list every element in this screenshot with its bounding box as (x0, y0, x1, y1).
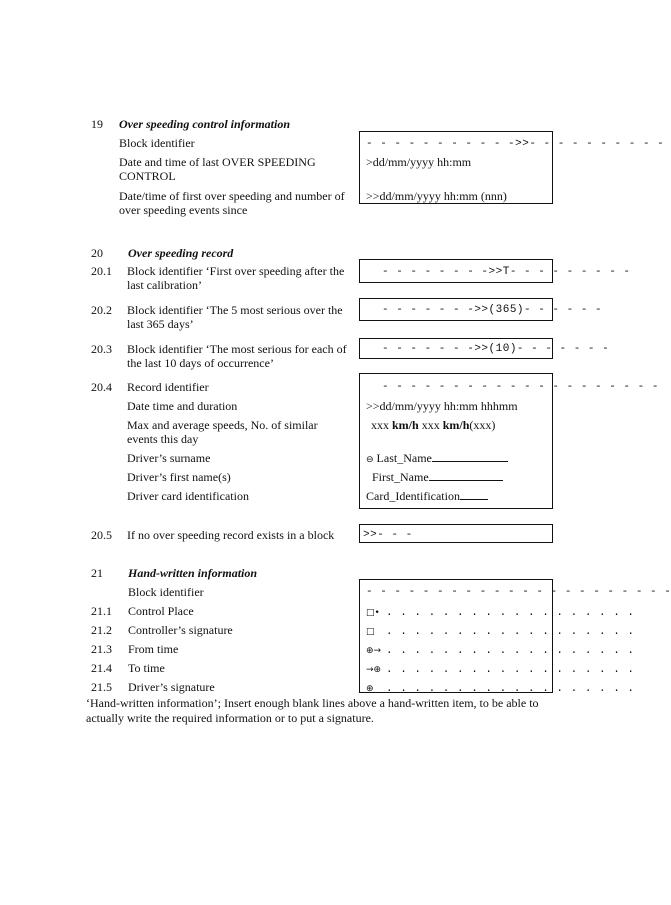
row-21-1-number: 21.1 (91, 604, 112, 618)
row-20-3-label: Block identifier ‘The most serious for each of (127, 342, 347, 356)
s21-block-identifier-value: - - - - - - - - - - - - - - - - - - - - - - (366, 586, 671, 598)
controller-signature-dots: . . . . . . . . . . . . . . . . . . (386, 626, 635, 638)
s19-last-control-label: Date and time of last OVER SPEEDING (119, 155, 316, 169)
s19-last-control-label-2: CONTROL (119, 169, 176, 183)
to-time-label: To time (128, 661, 165, 675)
from-time-dots: . . . . . . . . . . . . . . . . . . (386, 645, 635, 657)
s19-block-identifier-value: - - - - - - - - - - ->>- - - - - - - - - - (366, 138, 665, 150)
controller-signature-icon: □ (366, 627, 375, 637)
s21-block-identifier-label: Block identifier (128, 585, 204, 599)
row-20-5-label: If no over speeding record exists in a block (127, 528, 335, 542)
note-line-1: ‘Hand-written information’; Insert enough blank lines above a hand-written item, to be able to (86, 696, 539, 710)
person-icon: ⊖ (366, 455, 374, 465)
date-time-duration-value: >>dd/mm/yyyy hh:mm hhhmm (366, 399, 518, 413)
row-21-5-number: 21.5 (91, 680, 112, 694)
s19-first-overspeed-value: >>dd/mm/yyyy hh:mm (nnn) (366, 189, 507, 203)
row-20-1-value: - - - - - - - ->>T- - - - - - - - - (382, 266, 631, 278)
record-identifier-value: - - - - - - - - - - - - - - - - - - - - (382, 381, 659, 393)
controller-signature-value (366, 623, 635, 639)
row-20-3-label-2: the last 10 days of occurrence’ (127, 356, 274, 370)
s19-last-control-value: >dd/mm/yyyy hh:mm (366, 155, 472, 169)
to-time-dots: . . . . . . . . . . . . . . . . . . (386, 664, 635, 676)
row-21-2-number: 21.2 (91, 623, 112, 637)
row-20-1-label: Block identifier ‘First over speeding after the (127, 264, 345, 278)
from-time-value (366, 642, 635, 658)
to-time-icon: →⊕ (366, 665, 382, 675)
last-name-placeholder: Last_Name (376, 451, 432, 465)
row-20-2-number: 20.2 (91, 303, 112, 317)
s19-first-overspeed-label-2: over speeding events since (119, 203, 248, 217)
s19-block-identifier-label: Block identifier (119, 136, 195, 150)
max-speed-unit: km/h (392, 418, 419, 432)
first-name-fill-line (429, 470, 503, 481)
card-identification-placeholder: Card_Identification (366, 489, 460, 503)
driver-card-value (366, 489, 488, 503)
record-identifier-label: Record identifier (127, 380, 209, 394)
s19-first-overspeed-label: Date/time of first over speeding and number of (119, 189, 345, 203)
from-time-label: From time (128, 642, 179, 656)
speeds-value (371, 418, 495, 432)
row-20-4-number: 20.4 (91, 380, 112, 394)
to-time-value (366, 661, 635, 677)
note-line-2: actually write the required information or to put a signature. (86, 711, 374, 725)
driver-first-name-value (372, 470, 503, 484)
section-20-title: Over speeding record (128, 246, 234, 260)
row-21-4-number: 21.4 (91, 661, 112, 675)
driver-card-label: Driver card identification (127, 489, 249, 503)
similar-events-count: (xxx) (469, 418, 496, 432)
avg-speed-value: xxx (418, 418, 443, 432)
row-21-3-number: 21.3 (91, 642, 112, 656)
row-20-5-value: >>- - - (363, 529, 413, 541)
row-20-2-label: Block identifier ‘The 5 most serious over the (127, 303, 343, 317)
from-time-icon: ⊕→ (366, 646, 382, 656)
row-20-1-number: 20.1 (91, 264, 112, 278)
section-21-title: Hand-written information (128, 566, 258, 580)
control-place-value (366, 604, 635, 620)
driver-signature-label: Driver’s signature (128, 680, 215, 694)
controller-signature-label: Controller’s signature (128, 623, 233, 637)
section-19-title: Over speeding control information (119, 117, 291, 131)
driver-surname-label: Driver’s surname (127, 451, 211, 465)
section-21-number: 21 (91, 566, 103, 580)
driver-signature-value (366, 680, 635, 696)
avg-speed-unit: km/h (442, 418, 470, 432)
row-20-1-label-2: last calibration’ (127, 278, 202, 292)
speeds-label: Max and average speeds, No. of similar (127, 418, 318, 432)
driver-first-name-label: Driver’s first name(s) (127, 470, 231, 484)
control-place-icon: □• (366, 608, 380, 618)
speeds-label-2: events this day (127, 432, 199, 446)
max-speed-value: xxx (371, 418, 392, 432)
control-place-dots: . . . . . . . . . . . . . . . . . . (386, 607, 635, 619)
control-place-label: Control Place (128, 604, 194, 618)
card-fill-line (460, 489, 488, 500)
section-19-number: 19 (91, 117, 103, 131)
date-time-duration-label: Date time and duration (127, 399, 238, 413)
row-20-2-value: - - - - - - ->>(365)- - - - - - (382, 304, 603, 316)
section-20-number: 20 (91, 246, 103, 260)
driver-surname-value (366, 451, 508, 467)
driver-signature-icon: ⊕ (366, 684, 374, 694)
row-20-5-number: 20.5 (91, 528, 112, 542)
row-20-3-value: - - - - - - ->>(10)- - - - - - - (382, 343, 610, 355)
driver-signature-dots: . . . . . . . . . . . . . . . . . . (386, 683, 635, 695)
surname-fill-line (432, 451, 508, 462)
first-name-placeholder: First_Name (372, 470, 429, 484)
row-20-2-label-2: last 365 days’ (127, 317, 194, 331)
row-20-3-number: 20.3 (91, 342, 112, 356)
